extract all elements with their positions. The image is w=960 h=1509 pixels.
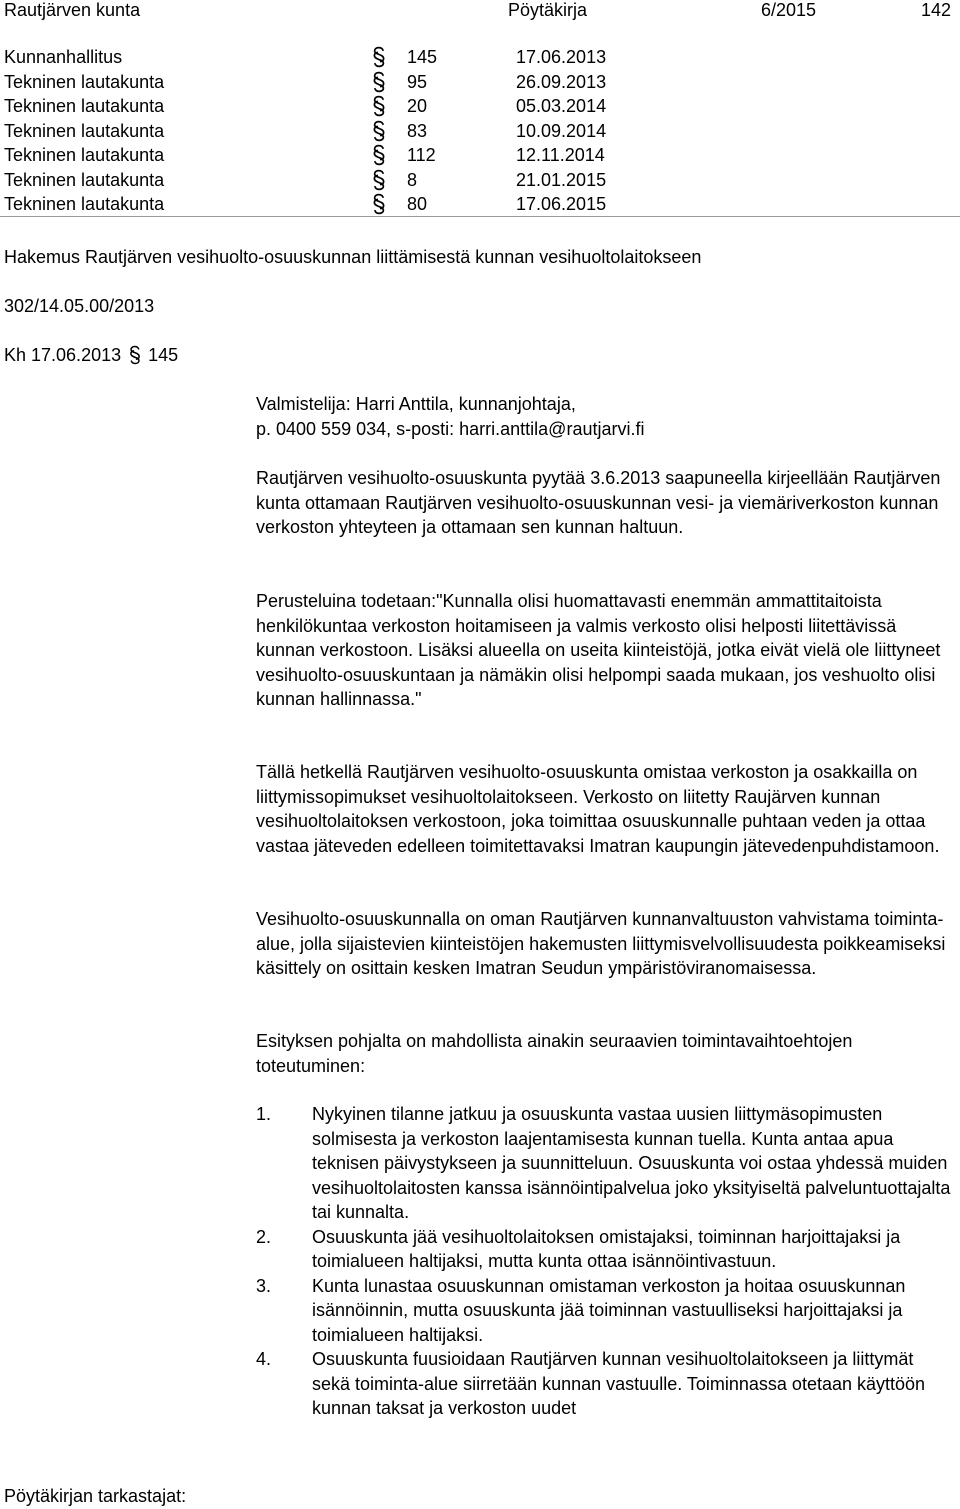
section-sign-icon (368, 193, 390, 215)
section-sign-icon (368, 95, 390, 117)
history-date: 17.06.2015 (516, 194, 607, 214)
history-org: Tekninen lautakunta (4, 169, 165, 190)
list-item-text: Kunta lunastaa osuuskunnan omistaman verkoston ja hoitaa osuuskunnan isännöinnin, mutta osuuskunta jää toiminnan vastuulliseksi harjoittajaksi ja toimialueen haltijaksi. (312, 1275, 906, 1345)
paragraph-text: Rautjärven vesihuolto-osuuskunta pyytää 3.6.2013 saapuneella kirjeellään Rautjärven kunta ottamaan Rautjärven vesihuolto-osuuskunnan vesi- ja viemäriverkoston kunnan verkoston yhteyteen ja ottamaan sen kunnan haltuun. (256, 468, 941, 537)
list-item-text: Osuuskunta jää vesihuoltolaitoksen omistajaksi, toiminnan harjoittajaksi ja toimialueen haltijaksi, mutta kunta ottaa isännöintivastuun. (312, 1226, 901, 1271)
history-row (4, 168, 960, 193)
paragraph-text: Vesihuolto-osuuskunnalla on oman Rautjärven kunnanvaltuuston vahvistama toiminta-alue, jolla sijaistevien kiinteistöjen hakemusten liittymisvelvollisuudesta poikkeamiseksi käsittely on osittain kesken Imatran Seudun ympäristöviranomaisessa. (256, 909, 946, 978)
history-date: 17.06.2013 (516, 47, 607, 67)
list-item (256, 1225, 956, 1274)
history-date: 10.09.2014 (516, 120, 607, 141)
history-row (4, 192, 960, 217)
history-row (4, 70, 960, 95)
list-item-number: 3. (256, 1275, 272, 1296)
paragraph-text: Tällä hetkellä Rautjärven vesihuolto-osuuskunta omistaa verkoston ja osakkailla on liittymissopimukset vesihuoltolaitokseen. Verkosto on liitetty Raujärven kunnan vesihuoltolaitoksen verkostoon, joka toimittaa osuuskunnalle puhtaan veden ja ottaa vastaa jäteveden edelleen toimitettavaksi Imatran kaupungin jätevedenpuhdistamoon. (256, 762, 940, 856)
meeting-reference-prefix: Kh 17.06.2013 (4, 345, 122, 365)
history-row (4, 45, 960, 70)
section-sign-icon (368, 169, 390, 191)
list-item-text: Nykyinen tilanne jatkuu ja osuuskunta vastaa uusien liittymäsopimusten solmisesta ja verkoston laajentamisesta kunnan tuella. Kunta antaa apua teknisen päivystykseen ja suunnitteluun. Osuuskunta voi ostaa yhdessä muiden vesihuoltolaitosten kanssa isännöintipalvelua joko yksityiseltä palveluntuottajalta tai kunnalta. (312, 1104, 951, 1222)
history-number: 95 (407, 71, 428, 92)
paragraph (256, 760, 956, 858)
header-page-number: 142 (921, 0, 952, 20)
history-row (4, 119, 960, 144)
history-org: Tekninen lautakunta (4, 194, 165, 214)
list-item (256, 1102, 956, 1225)
history-org: Tekninen lautakunta (4, 120, 165, 141)
list-item-number: 1. (256, 1104, 272, 1124)
history-date: 21.01.2015 (516, 169, 607, 190)
preparer-contact: p. 0400 559 034, s-posti: harri.anttila@rautjarvi.fi (256, 418, 645, 439)
preparer-block (256, 392, 956, 441)
list-item-number: 2. (256, 1226, 272, 1247)
header-municipality: Rautjärven kunta (4, 0, 141, 20)
paragraph (256, 589, 956, 712)
history-number: 20 (407, 96, 428, 116)
meeting-reference-number: 145 (148, 345, 179, 365)
paragraph-text: Esityksen pohjalta on mahdollista ainakin seuraavien toimintavaihtoehtojen toteutuminen: (256, 1031, 853, 1076)
history-org: Kunnanhallitus (4, 47, 123, 67)
section-sign-icon (126, 345, 144, 365)
section-sign-icon (368, 46, 390, 68)
history-number: 112 (407, 145, 436, 165)
paragraph (256, 907, 956, 981)
section-sign-icon (368, 71, 390, 93)
section-sign-icon (368, 144, 390, 166)
history-number: 8 (407, 169, 418, 190)
paragraph-text: Perusteluina todetaan:"Kunnalla olisi huomattavasti enemmän ammattitaitoista henkilökuntaa verkoston hoitamiseen ja valmis verkosto olisi helposti liitettävissä kunnan verkostoon. Lisäksi alueella on useita kiinteistöjä, jotka eivät vielä ole liittyneet vesihuolto-osuuskuntaan ja nämäkin olisi helpompi saada mukaan, jos veshuolto olisi kunnan hallinnassa." (256, 591, 941, 709)
paragraph (256, 1029, 956, 1078)
history-row (4, 94, 960, 119)
history-number: 80 (407, 194, 428, 214)
history-org: Tekninen lautakunta (4, 96, 165, 116)
history-number: 145 (407, 47, 438, 67)
history-date: 26.09.2013 (516, 71, 607, 92)
history-org: Tekninen lautakunta (4, 145, 165, 165)
history-date: 12.11.2014 (516, 145, 605, 165)
alternatives-list (256, 1102, 956, 1421)
diary-number: 302/14.05.00/2013 (4, 296, 155, 316)
history-divider (0, 216, 960, 217)
history-row (4, 143, 960, 168)
section-sign-icon (368, 120, 390, 142)
preparer-line: Valmistelija: Harri Anttila, kunnanjohtaja, (256, 394, 576, 414)
header-issue: 6/2015 (761, 0, 817, 20)
list-item (256, 1347, 956, 1421)
footer-reviewers-label: Pöytäkirjan tarkastajat: (4, 1486, 187, 1506)
item-title: Hakemus Rautjärven vesihuolto-osuuskunnan liittämisestä kunnan vesihuoltolaitokseen (4, 247, 702, 267)
history-org: Tekninen lautakunta (4, 71, 165, 92)
header-doc-type: Pöytäkirja (508, 0, 588, 20)
list-item-number: 4. (256, 1349, 272, 1369)
processing-history (4, 45, 960, 217)
meeting-reference (4, 343, 178, 368)
history-date: 05.03.2014 (516, 96, 607, 116)
list-item-text: Osuuskunta fuusioidaan Rautjärven kunnan vesihuoltolaitokseen ja liittymät sekä toiminta-alue siirretään kunnan vastuulle. Toiminnassa otetaan käyttöön kunnan taksat ja verkoston uudet (312, 1349, 926, 1418)
paragraph (256, 466, 956, 540)
history-number: 83 (407, 120, 428, 141)
list-item (256, 1274, 956, 1348)
